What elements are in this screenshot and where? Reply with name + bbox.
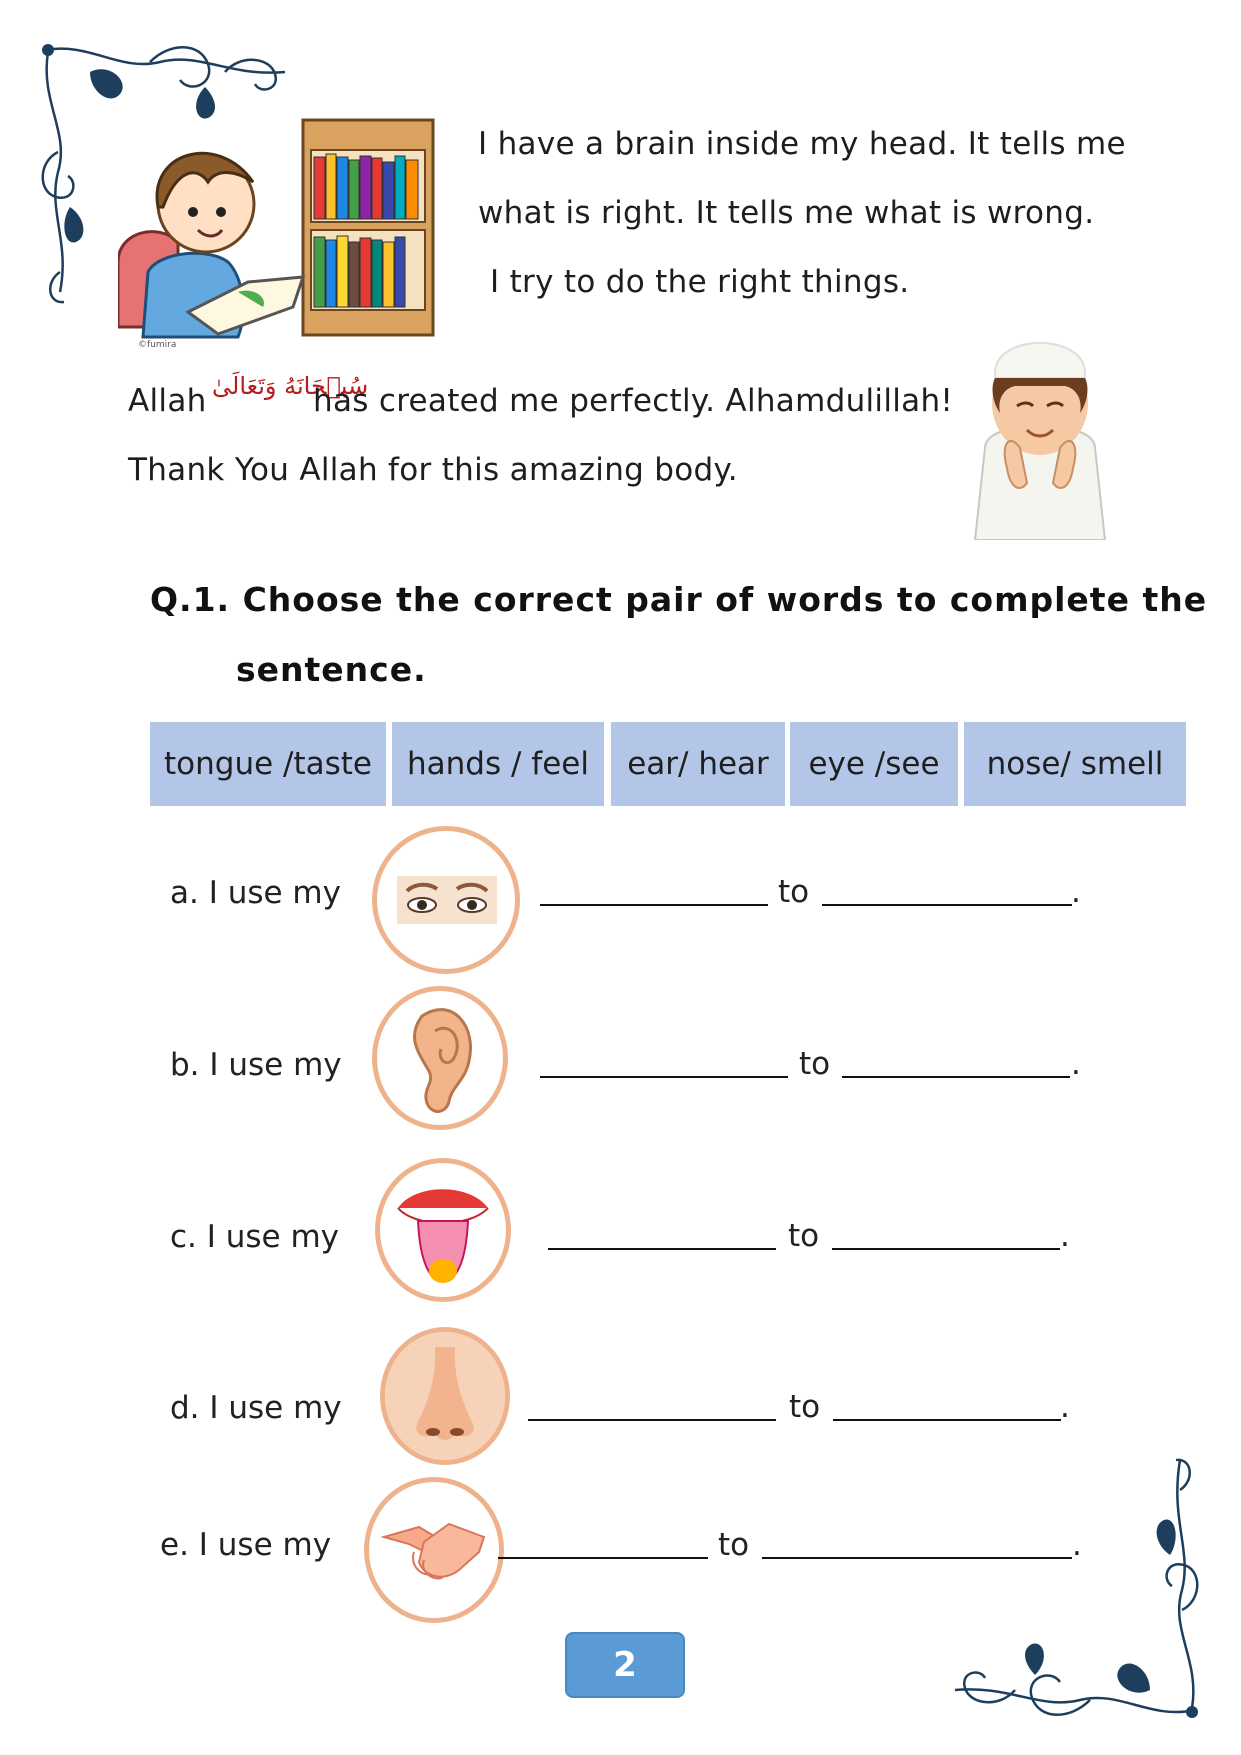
illustration-credit: ©fumira — [138, 340, 177, 350]
blank-d-body-part[interactable] — [528, 1419, 776, 1421]
blank-b-action[interactable] — [842, 1076, 1070, 1078]
blank-b-body-part[interactable] — [540, 1076, 788, 1078]
sentence-c-to: to — [788, 1218, 820, 1254]
intro-line-4-start: Allah — [128, 383, 207, 419]
sentence-b-to: to — [799, 1046, 831, 1082]
praying-boy-illustration — [965, 318, 1115, 540]
blank-e-body-part[interactable] — [498, 1557, 708, 1559]
intro-line-4-end: has created me perfectly. Alhamdulillah! — [313, 383, 954, 419]
sentence-d-period: . — [1060, 1389, 1070, 1425]
blank-a-body-part[interactable] — [540, 904, 768, 906]
corner-ornament-bottom-right — [930, 1440, 1220, 1730]
nose-icon — [380, 1327, 510, 1465]
sentence-e-to: to — [718, 1527, 750, 1563]
sentence-c-label: c. I use my — [170, 1219, 340, 1255]
sentence-d-label: d. I use my — [170, 1390, 342, 1426]
word-bank-hands-feel: hands / feel — [392, 722, 604, 806]
sentence-b-label: b. I use my — [170, 1047, 342, 1083]
sentence-a-to: to — [778, 874, 810, 910]
sentence-e-label: e. I use my — [160, 1527, 332, 1563]
sentence-c-period: . — [1060, 1218, 1070, 1254]
word-bank-eye-see: eye /see — [790, 722, 958, 806]
tongue-icon — [375, 1158, 511, 1302]
intro-line-2: what is right. It tells me what is wrong. — [478, 195, 1095, 231]
question-title-line-2: sentence. — [236, 650, 427, 689]
intro-line-3: I try to do the right things. — [490, 264, 910, 300]
word-bank-nose-smell: nose/ smell — [964, 722, 1186, 806]
sentence-e-period: . — [1072, 1527, 1082, 1563]
sentence-d-to: to — [789, 1389, 821, 1425]
sentence-a-period: . — [1071, 874, 1081, 910]
blank-c-body-part[interactable] — [548, 1248, 776, 1250]
intro-line-5: Thank You Allah for this amazing body. — [128, 452, 738, 488]
question-title-line-1: Q.1. Choose the correct pair of words to complete the — [150, 580, 1208, 619]
eyes-icon — [372, 826, 520, 974]
sentence-a-label: a. I use my — [170, 875, 341, 911]
sentence-b-period: . — [1071, 1046, 1081, 1082]
blank-d-action[interactable] — [833, 1419, 1061, 1421]
word-bank-tongue-taste: tongue /taste — [150, 722, 386, 806]
intro-line-1: I have a brain inside my head. It tells me — [478, 126, 1126, 162]
handshake-icon — [364, 1477, 504, 1623]
arabic-honorific: سُبۡحَانَهُ وَتَعَالَىٰ — [212, 372, 369, 400]
ear-icon — [372, 986, 508, 1130]
word-bank-ear-hear: ear/ hear — [611, 722, 785, 806]
blank-c-action[interactable] — [832, 1248, 1060, 1250]
blank-e-action[interactable] — [762, 1557, 1072, 1559]
blank-a-action[interactable] — [822, 904, 1072, 906]
page-number-badge: 2 — [565, 1632, 685, 1698]
boy-reading-illustration — [118, 112, 440, 350]
